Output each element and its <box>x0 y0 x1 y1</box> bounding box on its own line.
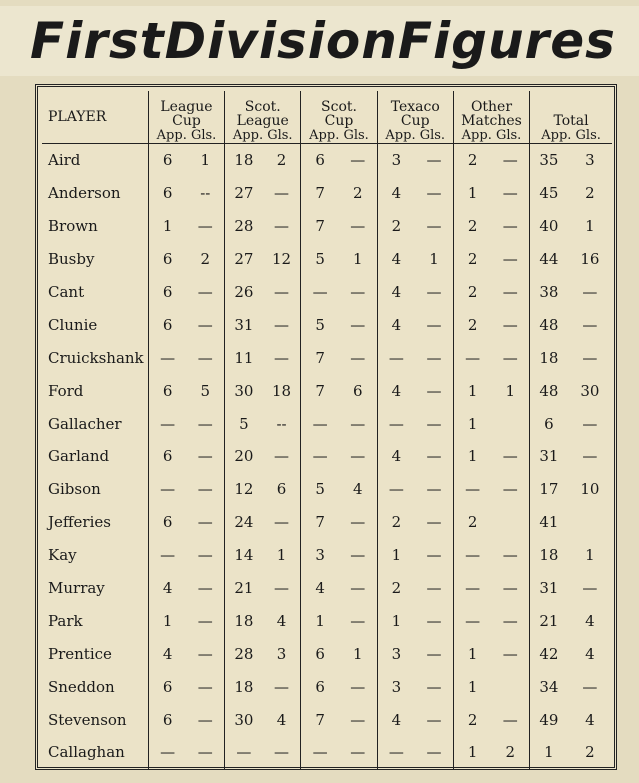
appearances-cell: 18 <box>530 341 568 374</box>
column-subheader: App. Gls. <box>232 128 293 143</box>
appearances-cell: 4 <box>377 243 415 276</box>
goals-cell <box>491 670 529 703</box>
player-name: Clunie <box>48 315 98 334</box>
appearances-cell: 4 <box>377 374 415 407</box>
appearances-cell: 21 <box>225 572 263 605</box>
appearances-cell: 20 <box>225 440 263 473</box>
appearances-cell: 3 <box>377 144 415 177</box>
appearances-cell: 6 <box>148 374 186 407</box>
appearances-cell: 21 <box>530 604 568 637</box>
appearances-cell: 1 <box>301 604 339 637</box>
column-group-header <box>148 91 224 144</box>
appearances-cell: 6 <box>148 440 186 473</box>
appearances-cell: 7 <box>301 506 339 539</box>
appearances-cell: — <box>453 341 491 374</box>
goals-cell: — <box>274 513 290 532</box>
appearances-cell: 49 <box>530 703 568 736</box>
appearances-cell: 28 <box>225 210 263 243</box>
goals-cell: 2 <box>276 151 287 170</box>
goals-cell: — <box>274 315 290 334</box>
appearances-cell: 5 <box>225 407 263 440</box>
column-group-label: Scot. Cup <box>321 99 357 129</box>
goals-cell: — <box>426 743 442 762</box>
goals-cell: 18 <box>272 381 292 400</box>
appearances-cell: 27 <box>225 243 263 276</box>
appearances-cell: 18 <box>225 670 263 703</box>
appearances-cell: 3 <box>377 670 415 703</box>
player-name: Brown <box>48 217 98 236</box>
column-subheader: App. Gls. <box>461 128 522 143</box>
player-name: Ford <box>48 381 84 400</box>
goals-cell: 1 <box>505 381 516 400</box>
appearances-cell: 1 <box>453 374 491 407</box>
goals-cell: — <box>350 677 366 696</box>
goals-cell: — <box>502 611 518 630</box>
goals-cell: 1 <box>585 546 595 565</box>
player-name: Garland <box>48 447 110 466</box>
goals-cell <box>568 506 612 539</box>
goals-cell: — <box>426 217 442 236</box>
appearances-cell: 27 <box>225 177 263 210</box>
goals-cell: — <box>426 348 442 367</box>
goals-cell: — <box>274 743 290 762</box>
table-row <box>42 703 612 736</box>
player-name: Sneddon <box>48 677 115 696</box>
appearances-cell: 6 <box>301 670 339 703</box>
goals-cell: — <box>582 283 598 301</box>
player-name: Gallacher <box>48 414 122 433</box>
goals-cell: — <box>426 283 442 301</box>
player-name: Busby <box>48 250 95 269</box>
title-word-3: Figures <box>397 12 616 70</box>
goals-cell: — <box>502 151 518 170</box>
appearances-cell: 1 <box>148 604 186 637</box>
appearances-cell: 6 <box>148 177 186 210</box>
goals-cell: 1 <box>353 250 363 269</box>
appearances-cell: 1 <box>453 670 491 703</box>
table-row <box>42 736 612 769</box>
appearances-cell: 2 <box>453 506 491 539</box>
appearances-cell: 6 <box>148 703 186 736</box>
appearances-cell: 7 <box>301 703 339 736</box>
goals-cell: — <box>197 348 213 367</box>
goals-cell: -- <box>276 414 287 433</box>
goals-cell: 16 <box>580 250 600 269</box>
goals-cell: — <box>197 710 213 729</box>
table-row <box>42 374 612 407</box>
appearances-cell: — <box>301 276 339 309</box>
goals-cell: 2 <box>200 250 211 269</box>
appearances-cell: 1 <box>453 637 491 670</box>
appearances-cell: 2 <box>453 243 491 276</box>
appearances-cell: — <box>148 407 186 440</box>
table-row <box>42 177 612 210</box>
appearances-cell: 2 <box>453 703 491 736</box>
goals-cell: — <box>197 315 213 334</box>
goals-cell: 10 <box>580 480 600 499</box>
goals-cell: — <box>502 579 518 598</box>
appearances-cell: 34 <box>530 670 568 703</box>
appearances-cell: 42 <box>530 637 568 670</box>
appearances-cell: 30 <box>225 703 263 736</box>
goals-cell: — <box>426 513 442 532</box>
goals-cell: 30 <box>580 381 600 400</box>
appearances-cell: 14 <box>225 539 263 572</box>
appearances-cell: — <box>301 407 339 440</box>
goals-cell: — <box>502 348 518 367</box>
appearances-cell: 18 <box>225 604 263 637</box>
appearances-cell: 4 <box>377 440 415 473</box>
goals-cell: — <box>426 184 442 203</box>
appearances-cell: — <box>453 473 491 506</box>
goals-cell: — <box>274 217 290 236</box>
goals-cell: — <box>502 546 518 565</box>
appearances-cell: 35 <box>530 144 568 177</box>
goals-cell: — <box>582 315 598 334</box>
goals-cell: 4 <box>276 710 287 729</box>
appearances-cell: — <box>453 604 491 637</box>
appearances-cell: 1 <box>148 210 186 243</box>
column-group-label: Other Matches <box>461 99 522 129</box>
appearances-cell: 2 <box>453 308 491 341</box>
player-name: Anderson <box>48 184 121 203</box>
goals-cell: — <box>502 480 518 499</box>
appearances-cell: 5 <box>301 243 339 276</box>
column-group-label: Texaco Cup <box>390 99 440 129</box>
goals-cell: — <box>350 447 366 466</box>
goals-cell: 1 <box>585 217 595 236</box>
appearances-cell: 1 <box>377 604 415 637</box>
appearances-cell: 18 <box>225 144 263 177</box>
goals-cell: 3 <box>276 644 287 663</box>
goals-cell: 5 <box>200 381 211 400</box>
goals-cell: — <box>197 480 213 499</box>
appearances-cell: 5 <box>301 308 339 341</box>
appearances-cell: 6 <box>530 407 568 440</box>
appearances-cell: 2 <box>377 506 415 539</box>
appearances-cell: 1 <box>530 736 568 769</box>
goals-cell: — <box>350 743 366 762</box>
appearances-cell: — <box>148 341 186 374</box>
column-subheader: App. Gls. <box>309 128 369 143</box>
player-name: Prentice <box>48 644 112 663</box>
goals-cell: — <box>502 447 518 466</box>
column-subheader: App. Gls. <box>156 128 217 143</box>
goals-cell: — <box>502 315 518 334</box>
player-name: Gibson <box>48 480 101 499</box>
table-row <box>42 276 612 309</box>
goals-cell: — <box>502 644 518 663</box>
appearances-cell: 7 <box>301 177 339 210</box>
table-row <box>42 243 612 276</box>
appearances-cell: 17 <box>530 473 568 506</box>
goals-cell: 3 <box>585 151 595 170</box>
goals-cell: — <box>350 546 366 565</box>
goals-cell: — <box>426 546 442 565</box>
appearances-cell: — <box>377 473 415 506</box>
goals-cell: — <box>350 315 366 334</box>
goals-cell: 1 <box>353 644 363 663</box>
goals-cell: — <box>350 513 366 532</box>
goals-cell: — <box>426 151 442 170</box>
appearances-cell: 6 <box>148 144 186 177</box>
goals-cell: — <box>350 710 366 729</box>
figures-table <box>42 91 612 769</box>
goals-cell: — <box>274 447 290 466</box>
column-group-header <box>301 91 377 144</box>
goals-cell: — <box>426 644 442 663</box>
goals-cell: — <box>350 283 366 301</box>
goals-cell: — <box>350 414 366 433</box>
goals-cell: — <box>426 611 442 630</box>
column-subheader: App. Gls. <box>541 128 601 143</box>
goals-cell: — <box>426 480 442 499</box>
player-name: Cruickshank <box>48 348 144 367</box>
appearances-cell: 3 <box>377 637 415 670</box>
goals-cell: — <box>502 184 518 203</box>
appearances-cell: 3 <box>301 539 339 572</box>
goals-cell <box>491 506 529 539</box>
appearances-cell: 2 <box>453 144 491 177</box>
appearances-cell: 18 <box>530 539 568 572</box>
goals-cell: 6 <box>276 480 287 499</box>
goals-cell: — <box>197 579 213 598</box>
appearances-cell: — <box>377 341 415 374</box>
goals-cell: 6 <box>353 381 363 400</box>
appearances-cell: 7 <box>301 374 339 407</box>
appearances-cell: — <box>225 736 263 769</box>
appearances-cell: — <box>301 440 339 473</box>
appearances-cell: 6 <box>301 144 339 177</box>
appearances-cell: 31 <box>225 308 263 341</box>
goals-cell: 1 <box>200 151 211 170</box>
goals-cell: — <box>502 710 518 729</box>
column-group-header <box>225 91 301 144</box>
player-name: Kay <box>48 546 77 565</box>
table-row <box>42 506 612 539</box>
appearances-cell: 7 <box>301 210 339 243</box>
column-group-label: League Cup <box>160 99 213 129</box>
appearances-cell: — <box>453 539 491 572</box>
table-row <box>42 670 612 703</box>
table-row <box>42 572 612 605</box>
goals-cell: — <box>426 447 442 466</box>
goals-cell: 4 <box>585 644 595 663</box>
column-subheader: App. Gls. <box>385 128 446 143</box>
appearances-cell: 1 <box>453 407 491 440</box>
column-group-header <box>377 91 453 144</box>
goals-cell: — <box>426 414 442 433</box>
player-header: PLAYER <box>42 91 148 144</box>
goals-cell: — <box>350 217 366 236</box>
goals-cell: — <box>350 348 366 367</box>
player-name: Jefferies <box>48 513 111 532</box>
goals-cell: — <box>582 677 598 696</box>
goals-cell: — <box>502 283 518 301</box>
player-name: Park <box>48 611 83 630</box>
goals-cell: — <box>426 710 442 729</box>
appearances-cell: 6 <box>148 506 186 539</box>
goals-cell: 2 <box>585 184 595 203</box>
goals-cell: — <box>197 447 213 466</box>
goals-cell: — <box>274 579 290 598</box>
table-row <box>42 210 612 243</box>
goals-cell: — <box>350 579 366 598</box>
goals-cell: 4 <box>276 611 287 630</box>
table-row <box>42 473 612 506</box>
goals-cell: — <box>582 348 598 367</box>
appearances-cell: 48 <box>530 308 568 341</box>
goals-cell: — <box>197 743 213 762</box>
goals-cell: — <box>197 677 213 696</box>
appearances-cell: 38 <box>530 276 568 309</box>
player-name: Aird <box>48 151 81 170</box>
appearances-cell: 1 <box>453 177 491 210</box>
column-group-header <box>453 91 529 144</box>
appearances-cell: 2 <box>453 276 491 309</box>
appearances-cell: 6 <box>148 670 186 703</box>
appearances-cell: 4 <box>377 177 415 210</box>
appearances-cell: 4 <box>148 637 186 670</box>
appearances-cell: — <box>148 539 186 572</box>
table-row <box>42 637 612 670</box>
title-word-2: Division <box>164 12 398 70</box>
goals-cell: — <box>197 611 213 630</box>
column-group-header <box>530 91 612 144</box>
player-name: Stevenson <box>48 710 127 729</box>
appearances-cell: 31 <box>530 572 568 605</box>
appearances-cell: 26 <box>225 276 263 309</box>
appearances-cell: 1 <box>453 736 491 769</box>
appearances-cell: 2 <box>377 572 415 605</box>
goals-cell: — <box>350 611 366 630</box>
table-body <box>42 144 612 769</box>
goals-cell <box>491 407 529 440</box>
column-group-label: Total <box>553 113 589 129</box>
goals-cell: 1 <box>276 546 287 565</box>
appearances-cell: — <box>148 473 186 506</box>
appearances-cell: 11 <box>225 341 263 374</box>
goals-cell: 2 <box>585 743 595 762</box>
appearances-cell: 6 <box>301 637 339 670</box>
goals-cell: — <box>197 546 213 565</box>
appearances-cell: 1 <box>453 440 491 473</box>
goals-cell: — <box>426 381 442 400</box>
goals-cell: — <box>197 217 213 236</box>
appearances-cell: 2 <box>453 210 491 243</box>
appearances-cell: 1 <box>377 539 415 572</box>
appearances-cell: 2 <box>377 210 415 243</box>
appearances-cell: 45 <box>530 177 568 210</box>
appearances-cell: 4 <box>377 703 415 736</box>
goals-cell: — <box>274 348 290 367</box>
header-row <box>42 91 612 144</box>
goals-cell: — <box>582 414 598 433</box>
goals-cell: — <box>350 151 366 170</box>
player-name: Cant <box>48 283 85 301</box>
goals-cell: — <box>274 677 290 696</box>
goals-cell: 4 <box>353 480 363 499</box>
appearances-cell: 24 <box>225 506 263 539</box>
goals-cell: — <box>426 315 442 334</box>
goals-cell: — <box>274 184 290 203</box>
column-group-label: Scot. League <box>236 99 289 129</box>
appearances-cell: 41 <box>530 506 568 539</box>
goals-cell: 2 <box>353 184 363 203</box>
table-row <box>42 144 612 177</box>
player-name: Murray <box>48 579 105 598</box>
appearances-cell: 28 <box>225 637 263 670</box>
table-row <box>42 539 612 572</box>
appearances-cell: 7 <box>301 341 339 374</box>
appearances-cell: 4 <box>377 308 415 341</box>
appearances-cell: 48 <box>530 374 568 407</box>
goals-cell: — <box>426 677 442 696</box>
goals-cell: 4 <box>585 710 595 729</box>
goals-cell: — <box>502 217 518 236</box>
goals-cell: 4 <box>585 611 595 630</box>
appearances-cell: 4 <box>377 276 415 309</box>
appearances-cell: — <box>377 407 415 440</box>
goals-cell: 2 <box>505 743 516 762</box>
goals-cell: — <box>274 283 290 301</box>
appearances-cell: 6 <box>148 243 186 276</box>
appearances-cell: 4 <box>148 572 186 605</box>
appearances-cell: 6 <box>148 276 186 309</box>
goals-cell: — <box>502 250 518 269</box>
table-row <box>42 407 612 440</box>
page-title <box>0 6 639 76</box>
appearances-cell: 30 <box>225 374 263 407</box>
appearances-cell: 40 <box>530 210 568 243</box>
appearances-cell: 44 <box>530 243 568 276</box>
appearances-cell: — <box>301 736 339 769</box>
appearances-cell: — <box>453 572 491 605</box>
goals-cell: — <box>197 414 213 433</box>
table-row <box>42 604 612 637</box>
table-row <box>42 440 612 473</box>
goals-cell: — <box>426 579 442 598</box>
appearances-cell: 6 <box>148 308 186 341</box>
goals-cell: -- <box>200 184 211 203</box>
goals-cell: — <box>197 644 213 663</box>
goals-cell: — <box>197 513 213 532</box>
appearances-cell: 12 <box>225 473 263 506</box>
goals-cell: — <box>582 447 598 466</box>
figures-table-frame <box>35 84 617 770</box>
goals-cell: — <box>197 283 213 301</box>
appearances-cell: 5 <box>301 473 339 506</box>
goals-cell: — <box>582 579 598 598</box>
table-row <box>42 341 612 374</box>
appearances-cell: — <box>148 736 186 769</box>
appearances-cell: 4 <box>301 572 339 605</box>
goals-cell: 1 <box>429 250 439 269</box>
player-name: Callaghan <box>48 743 125 762</box>
appearances-cell: 31 <box>530 440 568 473</box>
appearances-cell: — <box>377 736 415 769</box>
table-row <box>42 308 612 341</box>
goals-cell: 12 <box>272 250 292 269</box>
title-word-1: First <box>30 12 165 70</box>
